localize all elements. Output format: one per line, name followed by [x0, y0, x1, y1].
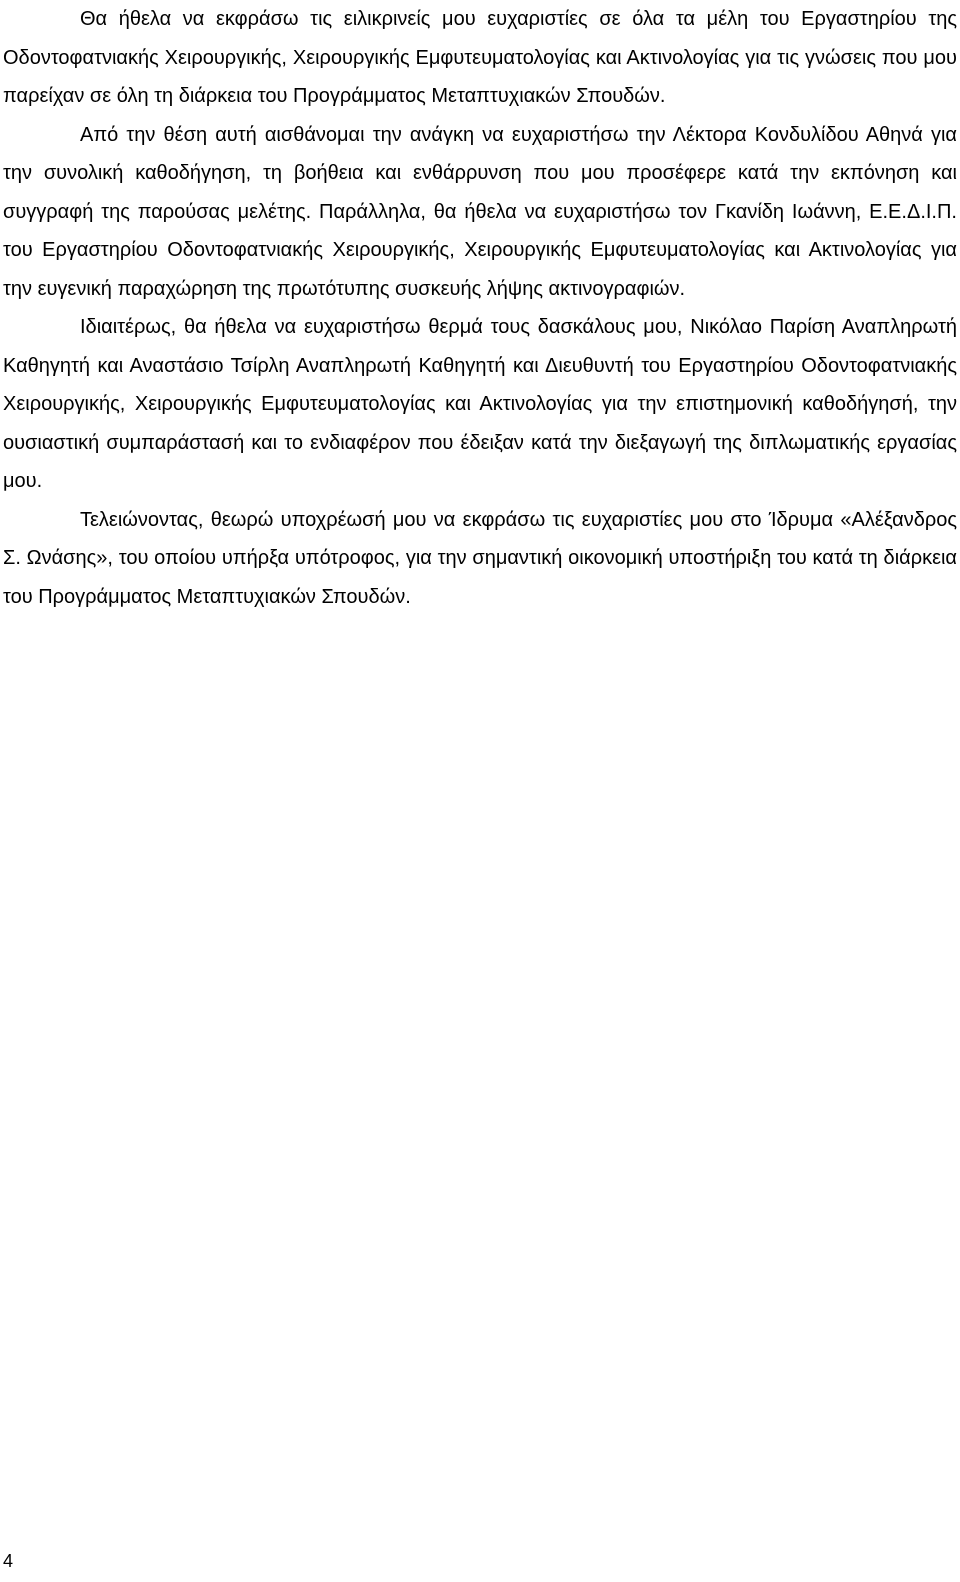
page-number: 4: [3, 1551, 14, 1571]
acknowledgement-paragraph-4: Τελειώνοντας, θεωρώ υποχρέωσή μου να εκφράσω τις ευχαριστίες μου στο Ίδρυμα «Αλέξανδρος Σ. Ωνάσης», του οποίου υπήρξα υπότροφος, για την σημαντική οικονομική υποστήριξη του κατά τη διάρκεια του Προγράμματος Μεταπτυχιακών Σπουδών.: [3, 508, 957, 608]
acknowledgement-paragraph-3: Ιδιαιτέρως, θα ήθελα να ευχαριστήσω θερμά τους δασκάλους μου, Νικόλαο Παρίση Αναπληρωτή Καθηγητή και Αναστάσιο Τσίρλη Αναπληρωτή Καθηγητή και Διευθυντή του Εργαστηρίου Οδοντοφατνιακής Χειρουργικής, Χειρουργικής Εμφυτευματολογίας και Ακτινολογίας για την επιστημονική καθοδήγησή, την ουσιαστική συμπαράστασή και το ενδιαφέρον που έδειξαν κατά την διεξαγωγή της διπλωματικής εργασίας μου.: [3, 316, 957, 492]
document-body: [3, 0, 957, 616]
acknowledgement-paragraph-1: Θα ήθελα να εκφράσω τις ειλικρινείς μου ευχαριστίες σε όλα τα μέλη του Εργαστηρίου της Οδοντοφατνιακής Χειρουργικής, Χειρουργικής Εμφυτευματολογίας και Ακτινολογίας για τις γνώσεις που μου παρείχαν σε όλη τη διάρκεια του Προγράμματος Μεταπτυχιακών Σπουδών.: [3, 8, 957, 107]
acknowledgement-paragraph-2: Από την θέση αυτή αισθάνομαι την ανάγκη να ευχαριστήσω την Λέκτορα Κονδυλίδου Αθηνά για την συνολική καθοδήγηση, τη βοήθεια και ενθάρρυνση που μου προσέφερε κατά την εκπόνηση και συγγραφή της παρούσας μελέτης. Παράλληλα, θα ήθελα να ευχαριστήσω τον Γκανίδη Ιωάννη, Ε.Ε.Δ.Ι.Π. του Εργαστηρίου Οδοντοφατνιακής Χειρουργικής, Χειρουργικής Εμφυτευματολογίας και Ακτινολογίας για την ευγενική παραχώρηση της πρωτότυπης συσκευής λήψης ακτινογραφιών.: [3, 123, 957, 300]
